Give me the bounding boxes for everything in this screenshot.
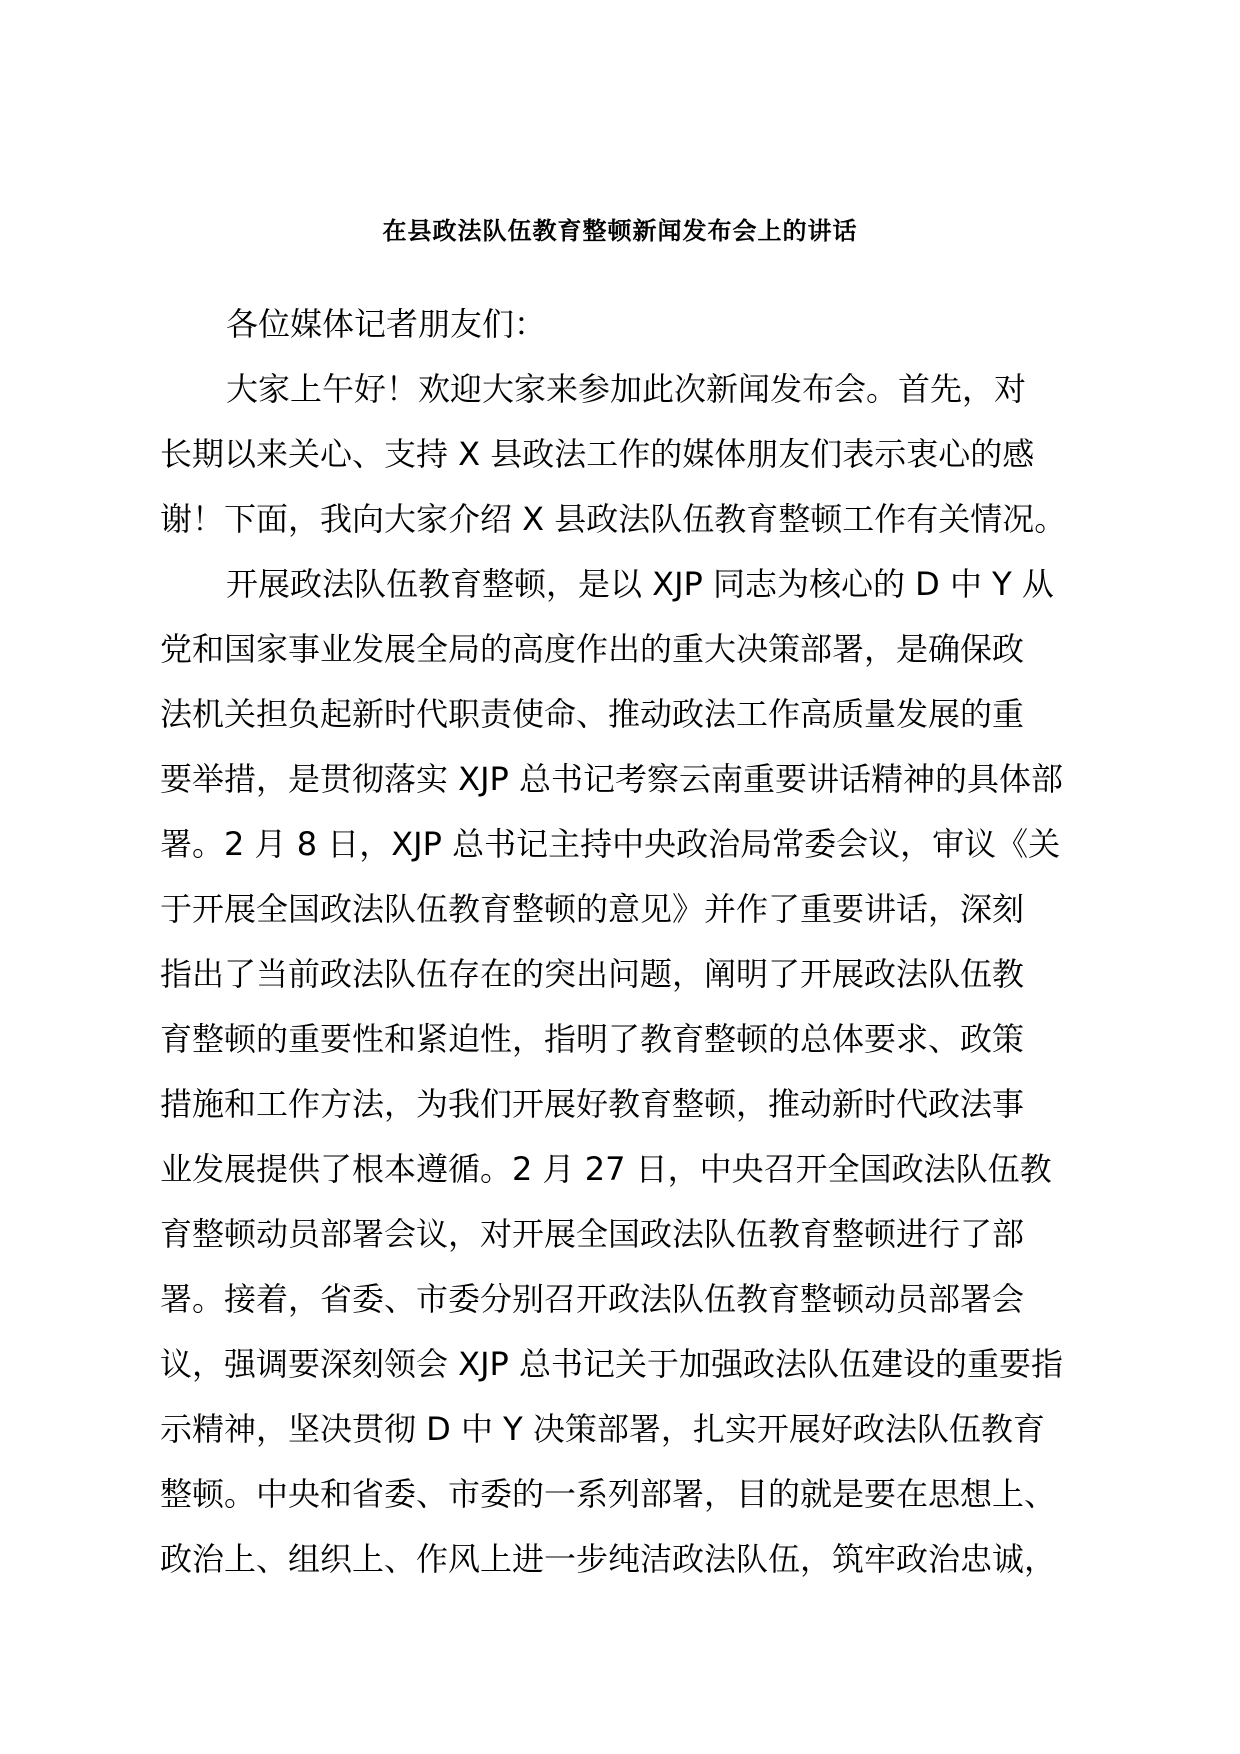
text-line: 开展政法队伍教育整顿，是以 XJP 同志为核心的 D 中 Y 从	[226, 565, 1054, 603]
text-line: 大家上午好！欢迎大家来参加此次新闻发布会。首先，对	[226, 370, 1027, 408]
text-line: 示精神，坚决贯彻 D 中 Y 决策部署，扎实开展好政法队伍教育	[160, 1410, 1045, 1448]
text-line: 党和国家事业发展全局的高度作出的重大决策部署，是确保政	[160, 630, 1025, 668]
text-line: 政治上、组织上、作风上进一步纯洁政法队伍，筑牢政治忠诚，	[160, 1540, 1057, 1578]
text-line: 议，强调要深刻领会 XJP 总书记关于加强政法队伍建设的重要指	[160, 1345, 1064, 1383]
text-line: 谢！下面，我向大家介绍 X 县政法队伍教育整顿工作有关情况。	[160, 500, 1067, 538]
text-line: 要举措，是贯彻落实 XJP 总书记考察云南重要讲话精神的具体部	[160, 760, 1064, 798]
text-line: 育整顿动员部署会议，对开展全国政法队伍教育整顿进行了部	[160, 1215, 1025, 1253]
text-line: 业发展提供了根本遵循。2 月 27 日，中央召开全国政法队伍教	[160, 1150, 1052, 1188]
text-line: 指出了当前政法队伍存在的突出问题，阐明了开展政法队伍教	[160, 955, 1025, 993]
document-body	[160, 292, 1090, 1592]
text-line: 法机关担负起新时代职责使命、推动政法工作高质量发展的重	[160, 695, 1025, 733]
text-line: 措施和工作方法，为我们开展好教育整顿，推动新时代政法事	[160, 1085, 1025, 1123]
text-line: 署。接着，省委、市委分别召开政法队伍教育整顿动员部署会	[160, 1280, 1025, 1318]
text-line: 署。2 月 8 日，XJP 总书记主持中央政治局常委会议，审议《关	[160, 825, 1061, 863]
document-title: 在县政法队伍教育整顿新闻发布会上的讲话	[382, 217, 858, 245]
text-line: 各位媒体记者朋友们：	[226, 305, 547, 343]
text-line: 长期以来关心、支持 X 县政法工作的媒体朋友们表示衷心的感	[160, 435, 1035, 473]
text-line: 育整顿的重要性和紧迫性，指明了教育整顿的总体要求、政策	[160, 1020, 1025, 1058]
text-line: 整顿。中央和省委、市委的一系列部署，目的就是要在思想上、	[160, 1475, 1057, 1513]
text-line: 于开展全国政法队伍教育整顿的意见》并作了重要讲话，深刻	[160, 890, 1025, 928]
